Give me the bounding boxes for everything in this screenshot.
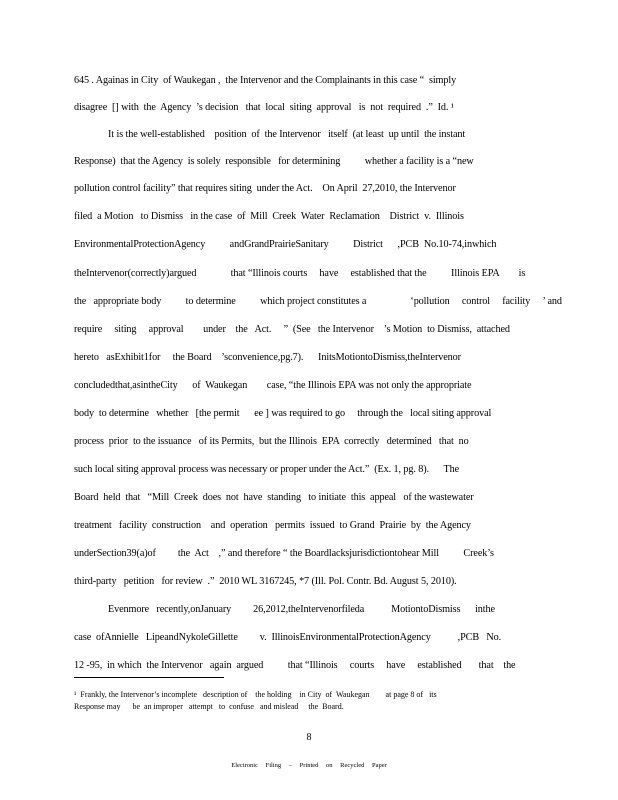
body-line: hereto asExhibit1for the Board ’sconvenience,pg.7). InitsMotiontoDismiss,theIntervenor — [74, 352, 461, 363]
footnote-divider — [74, 677, 224, 678]
body-line: It is the well-established position of the Intervenor itself (at least up until the instant — [108, 129, 466, 140]
body-line: EnvironmentalProtectionAgency andGrandPrairieSanitary District ,PCB No.10-74,inwhich — [74, 239, 497, 250]
body-line: theIntervenor(correctly)argued that “Illinois courts have established that the Illinois EPA is — [74, 268, 526, 279]
body-line: body to determine whether [the permit ee ] was required to go through the local siting approval — [74, 408, 492, 419]
body-line: such local siting approval process was necessary or proper under the Act.” (Ex. 1, pg. 8). The — [74, 464, 460, 475]
body-line: 645 . Againas in City of Waukegan , the Intervenor and the Complainants in this case “ simply — [74, 75, 457, 86]
body-line: require siting approval under the Act. ” (See the Intervenor ’s Motion to Dismiss, attached — [74, 324, 510, 335]
footnote-line: Response may be an improper attempt to confuse and mislead the Board. — [74, 702, 344, 711]
body-line: disagree [] with the Agency ’s decision that local siting approval is not required .” Id. ¹ — [74, 102, 454, 113]
body-line: Response) that the Agency is solely responsible for determining whether a facility is a “new — [74, 156, 474, 167]
page-number: 8 — [306, 732, 312, 743]
body-line: Evenmore recently,onJanuary 26,2012,theIntervenorfileda MotiontoDismiss inthe — [108, 604, 495, 615]
body-line: Board held that “Mill Creek does not have standing to initiate this appeal of the wastewater — [74, 492, 474, 503]
body-line: filed a Motion to Dismiss in the case of Mill Creek Water Reclamation District v. Illinois — [74, 211, 464, 222]
body-line: the appropriate body to determine which project constitutes a ‘pollution control facility ’ and — [74, 296, 562, 307]
page-footer: Electronic Filing – Printed on Recycled Paper — [231, 762, 387, 769]
footnote-line: ¹ Frankly, the Intervenor’s incomplete description of the holding in City of Waukegan at page 8 of its — [74, 690, 437, 699]
body-line: process prior to the issuance of its Permits, but the Illinois EPA correctly determined that no — [74, 436, 469, 447]
body-line: 12 -95, in which the Intervenor again argued that “Illinois courts have established that the — [74, 660, 516, 671]
body-line: pollution control facility” that requires siting under the Act. On April 27,2010, the Intervenor — [74, 183, 456, 194]
body-line: treatment facility construction and operation permits issued to Grand Prairie by the Agency — [74, 520, 471, 531]
body-line: concludedthat,asintheCity of Waukegan case, “the Illinois EPA was not only the appropriate — [74, 380, 472, 391]
body-line: third-party petition for review .” 2010 WL 3167245, *7 (Ill. Pol. Contr. Bd. August 5, 2010). — [74, 576, 457, 587]
body-line: case ofAnnielle LipeandNykoleGillette v. IllinoisEnvironmentalProtectionAgency ,PCB No. — [74, 632, 502, 643]
body-line: underSection39(a)of the Act ,” and therefore “ the Boardlacksjurisdictiontohear Mill Creek’s — [74, 548, 494, 559]
